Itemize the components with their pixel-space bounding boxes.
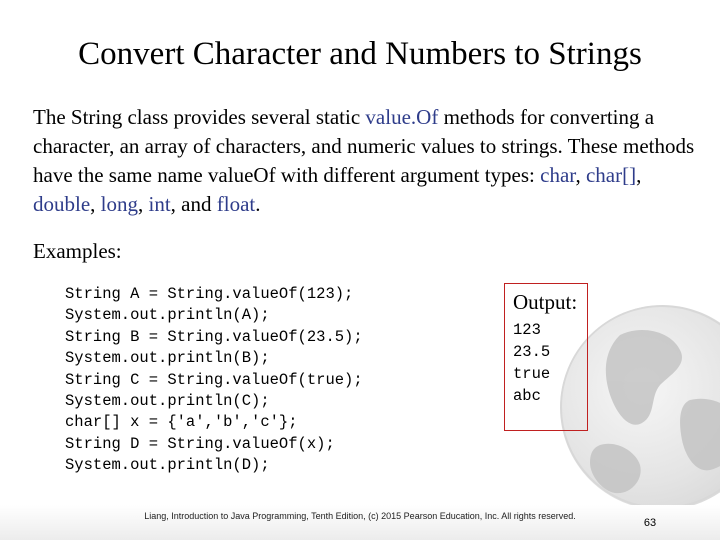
intro-text: methods for converting a character, an array of characters, and numeric values to strings. These methods have the same name valueOf with different argument types: (33, 105, 695, 187)
type-float: float (216, 192, 256, 216)
output-line: 23.5 (513, 343, 551, 361)
code-line: char[] x = {'a','b','c'}; (65, 413, 298, 432)
intro-text: The String class provides several static (33, 105, 366, 129)
intro-separator: , (575, 163, 586, 187)
slide-title: Convert Character and Numbers to Strings (78, 36, 642, 72)
intro-separator: , (90, 192, 101, 216)
code-block (65, 284, 363, 477)
output-box (504, 283, 588, 431)
code-line: System.out.println(A); (65, 306, 270, 325)
intro-valueof-term: value.Of (365, 105, 439, 129)
type-char: char (540, 163, 576, 187)
output-line: 123 (513, 321, 541, 339)
code-line: String A = String.valueOf(123); (65, 285, 354, 303)
type-double: double (33, 192, 91, 216)
code-line: System.out.println(D); (65, 456, 270, 475)
intro-separator: , (138, 192, 149, 216)
output-title: Output: (513, 290, 578, 314)
type-int: int (148, 192, 171, 216)
intro-separator: , and (170, 192, 217, 216)
intro-separator: , (636, 163, 642, 187)
type-long: long (100, 192, 138, 216)
footer-copyright: Liang, Introduction to Java Programming, Tenth Edition, (c) 2015 Pearson Education, Inc. All rights reserved. (144, 511, 576, 521)
code-line: String C = String.valueOf(true); (65, 370, 363, 389)
code-line: String B = String.valueOf(23.5); (65, 327, 363, 346)
output-line: true (513, 365, 551, 383)
code-line: System.out.println(B); (65, 349, 270, 368)
code-line: System.out.println(C); (65, 391, 270, 410)
type-char-array: char[] (585, 163, 637, 187)
intro-text: . (255, 192, 261, 216)
code-line: String D = String.valueOf(x); (65, 434, 335, 453)
page-number: 63 (643, 517, 657, 529)
intro-paragraph (33, 103, 703, 219)
output-lines (513, 319, 550, 407)
examples-label: Examples: (33, 239, 122, 263)
output-line: abc (513, 387, 541, 405)
